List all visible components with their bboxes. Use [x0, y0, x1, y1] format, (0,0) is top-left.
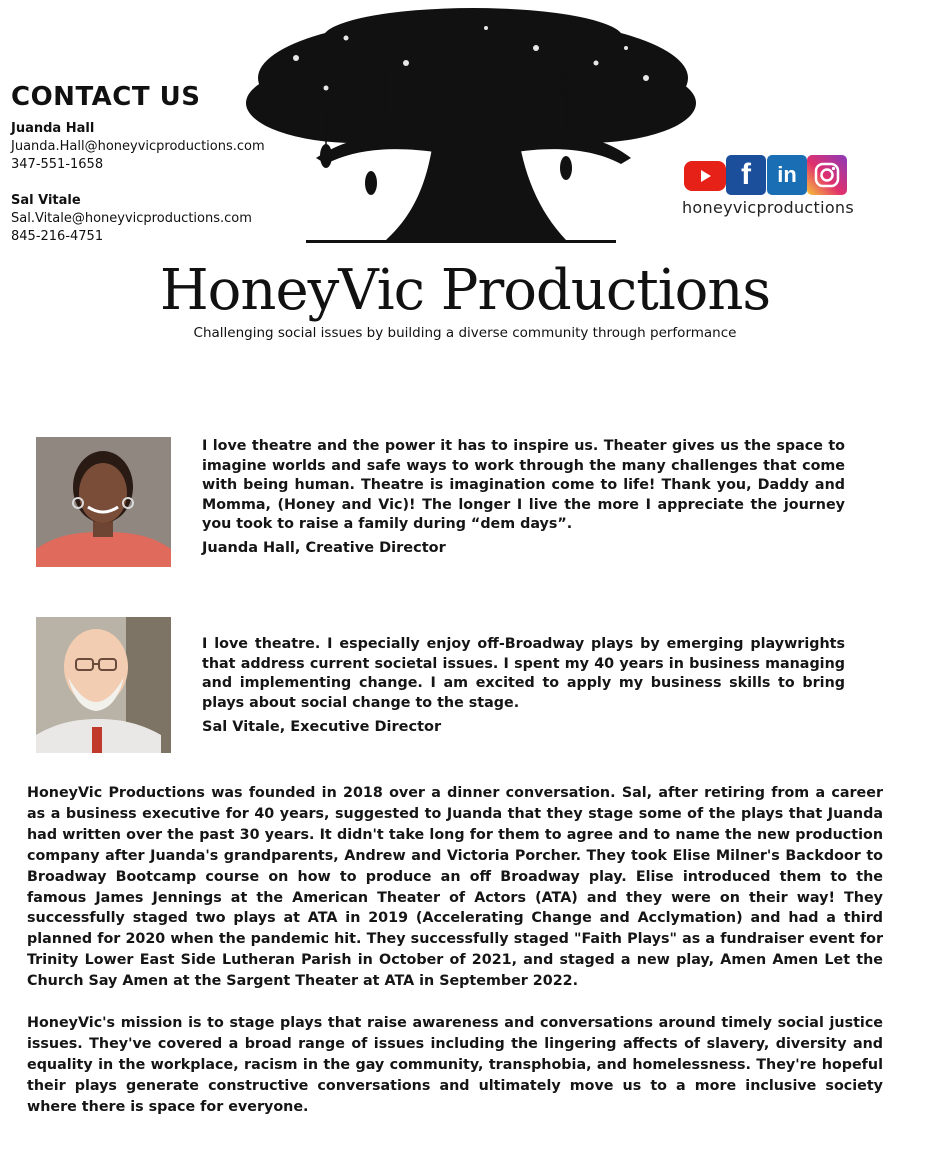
- instagram-icon[interactable]: [807, 155, 847, 195]
- about-mission-paragraph: HoneyVic's mission is to stage plays that raise awareness and conversations around timely social justice issues. They've covered a broad range of issues including the lingering affects of slavery, diversity and equality in the workplace, racism in the gay community, transphobia, and homelessness. They're hopeful their plays generate constructive conversations and ultimately move us to a more inclusive society where there is space for everyone.: [27, 1015, 883, 1115]
- contact-phone-juanda[interactable]: 347-551-1658: [11, 157, 104, 172]
- contact-title: CONTACT US: [11, 82, 201, 112]
- contact-email-sal[interactable]: Sal.Vitale@honeyvicproductions.com: [11, 211, 252, 226]
- linkedin-icon[interactable]: in: [767, 155, 807, 195]
- tree-logo-image: [236, 8, 710, 244]
- youtube-icon[interactable]: [684, 161, 726, 191]
- testimonial-signature-sal: Sal Vitale, Executive Director: [202, 719, 442, 735]
- facebook-icon[interactable]: f: [726, 155, 766, 195]
- contact-name-sal: Sal Vitale: [11, 193, 81, 208]
- sal-vitale-photo: [36, 617, 171, 753]
- contact-phone-sal[interactable]: 845-216-4751: [11, 229, 104, 244]
- social-icons: [684, 155, 854, 197]
- testimonial-signature-juanda: Juanda Hall, Creative Director: [202, 540, 446, 556]
- social-handle[interactable]: honeyvicproductions: [681, 198, 855, 217]
- brand-name: HoneyVic Productions: [159, 258, 771, 323]
- brand-tagline: Challenging social issues by building a diverse community through performance: [193, 325, 737, 341]
- testimonial-quote-juanda: I love theatre and the power it has to inspire us. Theater gives us the space to imagine worlds and safe ways to work through the many challenges that come with being human. Theatre is imagination come to life! Thank you, Daddy and Momma, (Honey and Vic)! The longer I live the more I appreciate the journey you took to raise a family during “dem days”.: [202, 438, 845, 533]
- juanda-hall-photo: [36, 437, 171, 567]
- about-history-paragraph: HoneyVic Productions was founded in 2018 over a dinner conversation. Sal, after retiring from a career as a business executive for 40 years, suggested to Juanda that they stage some of the plays that Juanda had written over the past 30 years. It didn't take long for them to agree and to name the new production company after Juanda's grandparents, Andrew and Victoria Porcher. They took Elise Milner's Backdoor to Broadway Bootcamp course on how to produce an off Broadway play. Elise introduced them to the famous James Jennings at the American Theater of Actors (ATA) and they were on their way! They successfully staged two plays at ATA in 2019 (Accelerating Change and Acclymation) and had a third planned for 2020 when the pandemic hit. They successfully staged "Faith Plays" as a fundraiser event for Trinity Lower East Side Lutheran Parish in October of 2021, and staged a new play, Amen Amen Let the Church Say Amen at the Sargent Theater at ATA in September 2022.: [27, 785, 883, 990]
- contact-name-juanda: Juanda Hall: [11, 121, 95, 136]
- testimonial-quote-sal: I love theatre. I especially enjoy off-Broadway plays by emerging playwrights that address current societal issues. I spent my 40 years in business managing and implementing change. I am excited to apply my business skills to bring plays about social change to the stage.: [202, 636, 845, 711]
- contact-email-juanda[interactable]: Juanda.Hall@honeyvicproductions.com: [11, 139, 265, 154]
